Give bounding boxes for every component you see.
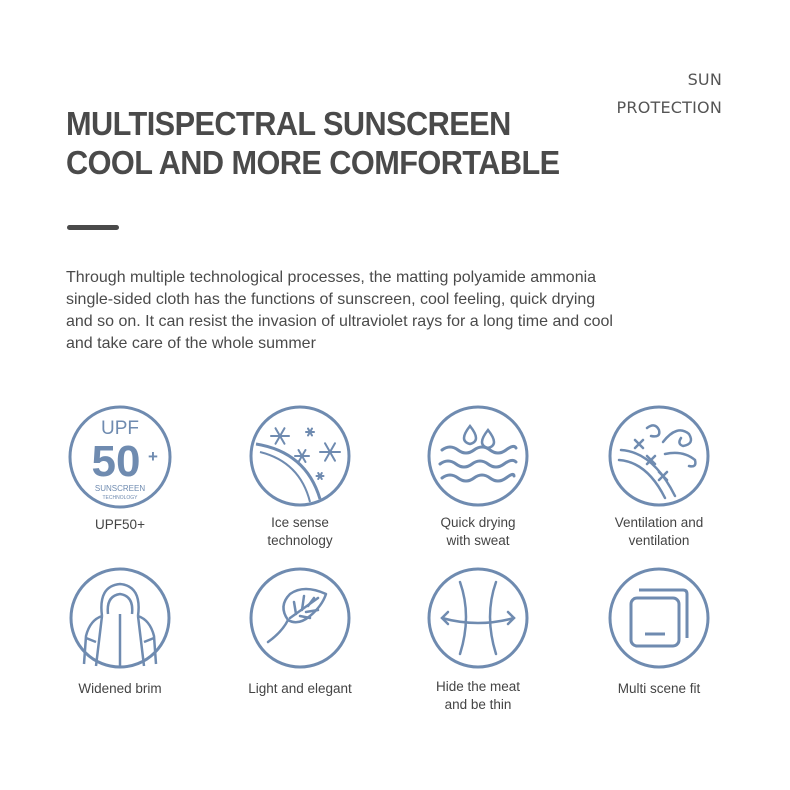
slim-waist-icon [426,566,530,670]
label-line: Hide the meat [435,679,521,694]
label-line: Light and elegant [248,681,352,696]
hooded-jacket-icon [68,566,172,670]
feature-light-elegant [210,566,390,698]
headline-line-2: COOL AND MORE COMFORTABLE [66,144,560,181]
feature-widened-brim [30,566,210,698]
water-drops-icon [426,404,530,508]
sun-protection-tag [617,66,722,122]
feature-slim-fit [388,566,568,714]
description-text: Through multiple technological processes, the matting polyamide ammonia single-sided cloth has the functions of sunscreen, cool feeling, quick drying and so on. It can resist the invasion of ultraviolet rays for a long time and cool and take care of the whole summer [66,269,613,352]
headline-line-1: MULTISPECTRAL SUNSCREEN [66,105,511,142]
label-line: UPF50+ [95,517,145,532]
label-line: with sweat [446,533,510,548]
label-line: and be thin [444,697,512,712]
badge-number-text: 50 [91,437,141,486]
feature-ventilation [569,404,749,550]
feature-label [210,680,390,698]
badge-sunscreen-text: SUNSCREEN [94,484,146,493]
label-line: ventilation [628,533,690,548]
feature-label [569,680,749,698]
feature-ice-sense [210,404,390,550]
label-line: Widened brim [78,681,162,696]
feature-label [388,678,568,714]
feature-label [30,516,210,534]
label-line: technology [267,533,333,548]
feature-upf50 [30,404,210,534]
feature-label [30,680,210,698]
wind-fabric-icon [607,404,711,508]
headline [66,104,560,182]
feature-label [569,514,749,550]
feature-multi-scene [569,566,749,698]
badge-technology-text: TECHNOLOGY [102,495,138,501]
label-line: Ventilation and [614,515,704,530]
feature-quick-drying [388,404,568,550]
badge-upf-text: UPF [101,418,139,439]
tag-line-1: SUN [687,70,722,89]
feature-label [210,514,390,550]
label-line: Quick drying [440,515,516,530]
feature-label [388,514,568,550]
tag-line-2: PROTECTION [616,98,722,117]
title-divider [67,225,119,230]
layered-squares-icon [607,566,711,670]
label-line: Ice sense [271,515,329,530]
label-line: Multi scene fit [617,681,701,696]
badge-plus-text: + [148,447,158,466]
feather-icon [248,566,352,670]
upf50-badge-icon [67,404,173,510]
snowflake-icon [248,404,352,508]
